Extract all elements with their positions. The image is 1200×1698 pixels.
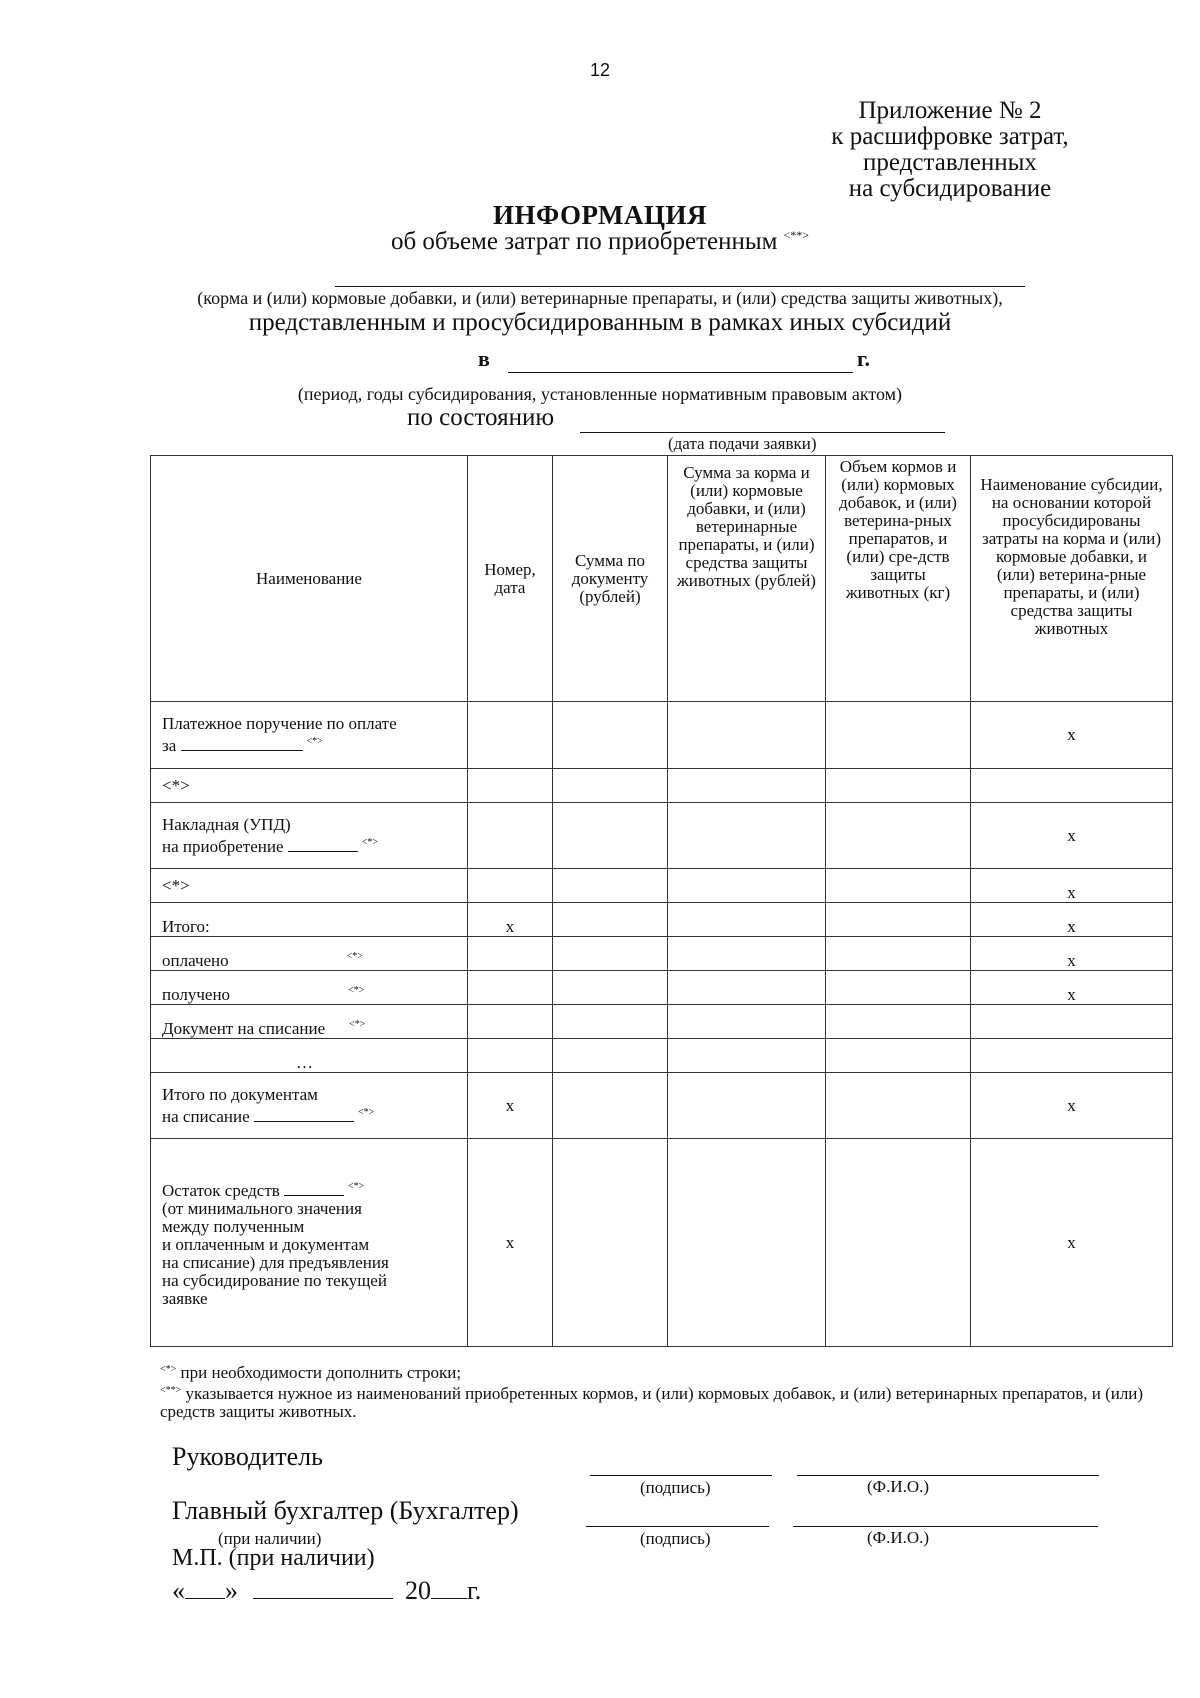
date-hint: (дата подачи заявки) [668, 434, 817, 453]
balance-line-5: на списание) для предъявления [162, 1252, 389, 1272]
table-row [151, 1139, 1173, 1347]
asterisk-mark: <*> [349, 1019, 366, 1030]
head-label: Руководитель [172, 1442, 323, 1471]
x-mark: x [971, 1073, 1173, 1139]
writeoff-cell [151, 1005, 468, 1039]
status-label: по состоянию [407, 404, 554, 431]
table-row [151, 769, 1173, 803]
table-row [151, 971, 1173, 1005]
footnotes [160, 1361, 1170, 1421]
x-mark: x [468, 1073, 553, 1139]
subsidies-line: представленным и просубсидированным в рамках иных субсидий [248, 309, 952, 336]
asterisk-mark: <*> [357, 1106, 375, 1118]
table-header-row [151, 456, 1173, 702]
received-cell [151, 971, 468, 1005]
invoice-blank [288, 837, 358, 852]
appendix-line-4: на субсидирование [848, 175, 1052, 202]
writeoff-label: Документ на списание [162, 1019, 326, 1038]
balance-line-6: на субсидирование по текущей [162, 1270, 387, 1290]
stamp-label: М.П. (при наличии) [172, 1545, 375, 1571]
ellipsis: … [151, 1039, 468, 1073]
balance-cell [151, 1139, 468, 1347]
received-label: получено [162, 985, 231, 1004]
if-available-caption: (при наличии) [218, 1529, 322, 1548]
header-feed-volume: Объем кормов и (или) кормовых добавок, и (или) ветерина-рных препаратов, и (или) сре-дств защиты животных (кг) [826, 456, 971, 702]
period-prefix: в [478, 346, 490, 371]
invoice-cell [151, 803, 468, 869]
additional-row-mark: <*> [151, 769, 468, 803]
asterisk-mark: <*> [348, 1180, 365, 1192]
paid-cell [151, 937, 468, 971]
header-document-sum: Сумма по документу (рублей) [553, 456, 668, 702]
expenses-table [150, 455, 1173, 1347]
header-number-date: Номер, дата [468, 456, 553, 702]
table-row [151, 803, 1173, 869]
table-row [151, 937, 1173, 971]
table-row [151, 869, 1173, 903]
period-blank-line [508, 372, 853, 373]
header-subsidy-name: Наименование субсидии, на основании которой просубсидированы затраты на корма и (или) кормовые добавки, и (или) ветерина-рные препараты, и (или) средства защиты животных [971, 456, 1173, 702]
balance-line-7: заявке [162, 1288, 208, 1308]
total-writeoff-line-1: Итого по документам [162, 1084, 318, 1104]
table-row [151, 903, 1173, 937]
paid-label: оплачено [162, 951, 229, 970]
x-mark: x [971, 937, 1173, 971]
period-suffix: г. [857, 346, 871, 371]
subtitle-text: об объеме затрат по приобретенным [390, 228, 778, 255]
balance-blank [284, 1181, 344, 1196]
total-label: Итого: [151, 903, 468, 937]
header-name: Наименование [151, 456, 468, 702]
table-row [151, 702, 1173, 769]
invoice-line-1: Накладная (УПД) [162, 814, 291, 834]
table-row [151, 1005, 1173, 1039]
footnote-1: при необходимости дополнить строки; [180, 1363, 462, 1382]
head-fio-line [797, 1475, 1099, 1476]
appendix-line-2: к расшифровке затрат, [831, 123, 1069, 150]
page-number: 12 [589, 60, 611, 80]
document-title: ИНФОРМАЦИЯ [493, 200, 707, 230]
x-mark: x [971, 1139, 1173, 1347]
double-asterisk-mark: <**> [783, 228, 810, 242]
asterisk-mark: <*> [348, 985, 365, 996]
period-hint: (период, годы субсидирования, установленные нормативным правовым актом) [297, 384, 903, 404]
footnote-mark-1: <*> [160, 1364, 177, 1375]
footnote-2: указывается нужное из наименований приобретенных кормов, и (или) кормовых добавок, и (или) ветеринарных препаратов, и (или) средств защиты животных. [160, 1384, 1144, 1421]
balance-line-1: Остаток средств [162, 1180, 280, 1200]
payment-order-blank [181, 736, 303, 751]
goods-hint: (корма и (или) кормовые добавки, и (или) ветеринарные препараты, и (или) средства защиты животных), [197, 288, 1003, 308]
total-writeoff-line-2: на списание [162, 1106, 250, 1126]
appendix-line-3: представленных [863, 149, 1037, 176]
x-mark: x [468, 903, 553, 937]
x-mark: x [971, 702, 1173, 769]
head-signature-line [590, 1475, 772, 1476]
payment-order-cell [151, 702, 468, 769]
balance-line-4: и оплаченным и документам [162, 1234, 370, 1254]
date-close-quote: » [225, 1576, 238, 1605]
month-blank [253, 1578, 393, 1599]
x-mark: x [971, 803, 1173, 869]
total-writeoff-blank [254, 1107, 354, 1122]
year-blank [431, 1578, 467, 1599]
total-writeoff-cell [151, 1073, 468, 1139]
payment-order-line-2: за [162, 736, 177, 755]
accountant-fio-caption: (Ф.И.О.) [867, 1528, 930, 1547]
accountant-fio-line [793, 1526, 1098, 1527]
x-mark: x [971, 971, 1173, 1005]
header-feed-sum: Сумма за корма и (или) кормовые добавки, и (или) ветеринарные препараты, и (или) средства защиты животных (рублей) [668, 456, 826, 702]
footnote-mark-2: <**> [160, 1385, 182, 1396]
balance-line-3: между полученным [162, 1216, 305, 1236]
x-mark: x [468, 1139, 553, 1347]
payment-order-line-1: Платежное поручение по оплате [162, 714, 397, 733]
head-fio-caption: (Ф.И.О.) [867, 1477, 930, 1496]
year-prefix: 20 [405, 1576, 431, 1605]
accountant-signature-caption: (подпись) [640, 1529, 711, 1548]
year-suffix: г. [467, 1576, 482, 1605]
table-row [151, 1073, 1173, 1139]
appendix-header [800, 98, 1100, 202]
additional-row-mark: <*> [151, 869, 468, 903]
asterisk-mark: <*> [346, 951, 363, 962]
x-mark: x [971, 869, 1173, 903]
day-blank [185, 1578, 225, 1599]
goods-blank-line [335, 286, 1025, 287]
x-mark: x [971, 903, 1173, 937]
invoice-line-2: на приобретение [162, 836, 284, 856]
table-row [151, 1039, 1173, 1073]
head-signature-caption: (подпись) [640, 1478, 711, 1497]
asterisk-mark: <*> [306, 736, 323, 747]
balance-line-2: (от минимального значения [162, 1198, 362, 1218]
date-blank-line [580, 432, 945, 433]
chief-accountant-label: Главный бухгалтер (Бухгалтер) [172, 1496, 519, 1525]
date-open-quote: « [172, 1576, 185, 1605]
accountant-signature-line [586, 1526, 769, 1527]
asterisk-mark: <*> [361, 836, 379, 848]
document-subtitle [0, 228, 1200, 256]
date-line [172, 1576, 481, 1606]
appendix-line-1: Приложение № 2 [858, 97, 1042, 124]
